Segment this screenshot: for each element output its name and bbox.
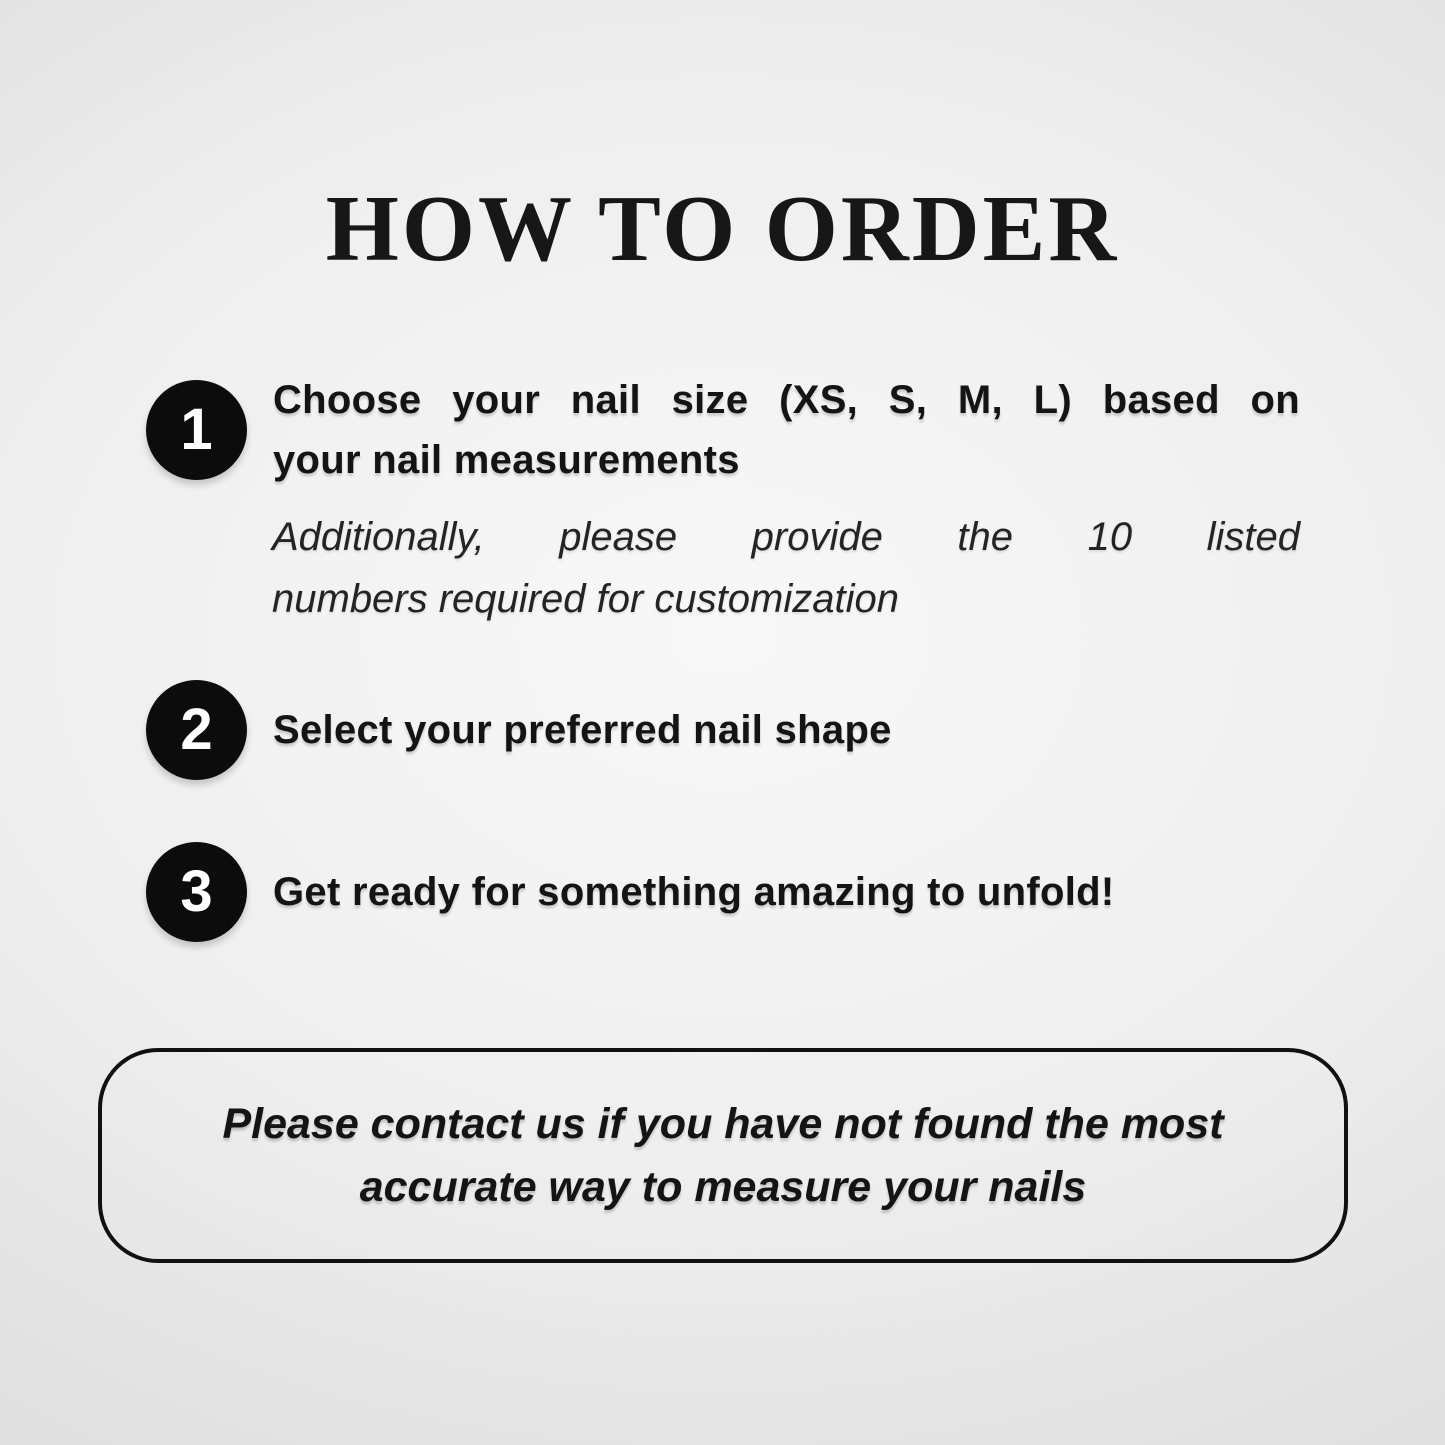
contact-note-line-1: Please contact us if you have not found the most: [222, 1099, 1224, 1148]
step-row-2: [146, 680, 1300, 780]
contact-note-box: [98, 1048, 1348, 1263]
step-1-badge: [146, 380, 247, 480]
step-3-badge: [146, 842, 247, 942]
contact-note-line-2: accurate way to measure your nails: [359, 1162, 1087, 1211]
step-1-text-line-2: your nail measurements: [273, 438, 740, 482]
step-2-badge: [146, 680, 247, 780]
step-1-note-line-1: Additionally, please provide the 10 listed: [272, 515, 1300, 559]
step-row-3: [146, 842, 1300, 942]
step-1-note: [272, 506, 1300, 630]
step-3-number: 3: [180, 859, 213, 924]
step-1-text-line-1: Choose your nail size (XS, S, M, L) based on: [273, 378, 1300, 422]
step-1-number: 1: [180, 397, 213, 462]
step-1-note-line-2: numbers required for customization: [272, 577, 899, 621]
step-2-text: [273, 700, 1300, 760]
step-row-1: [146, 370, 1300, 490]
step-3-text: [273, 862, 1300, 922]
step-2-text-line-1: Select your preferred nail shape: [273, 708, 892, 752]
step-1-text: [273, 370, 1300, 490]
step-3-text-line-1: Get ready for something amazing to unfold!: [273, 870, 1115, 914]
step-2-number: 2: [180, 697, 213, 762]
page-title: HOW TO ORDER: [325, 177, 1120, 281]
